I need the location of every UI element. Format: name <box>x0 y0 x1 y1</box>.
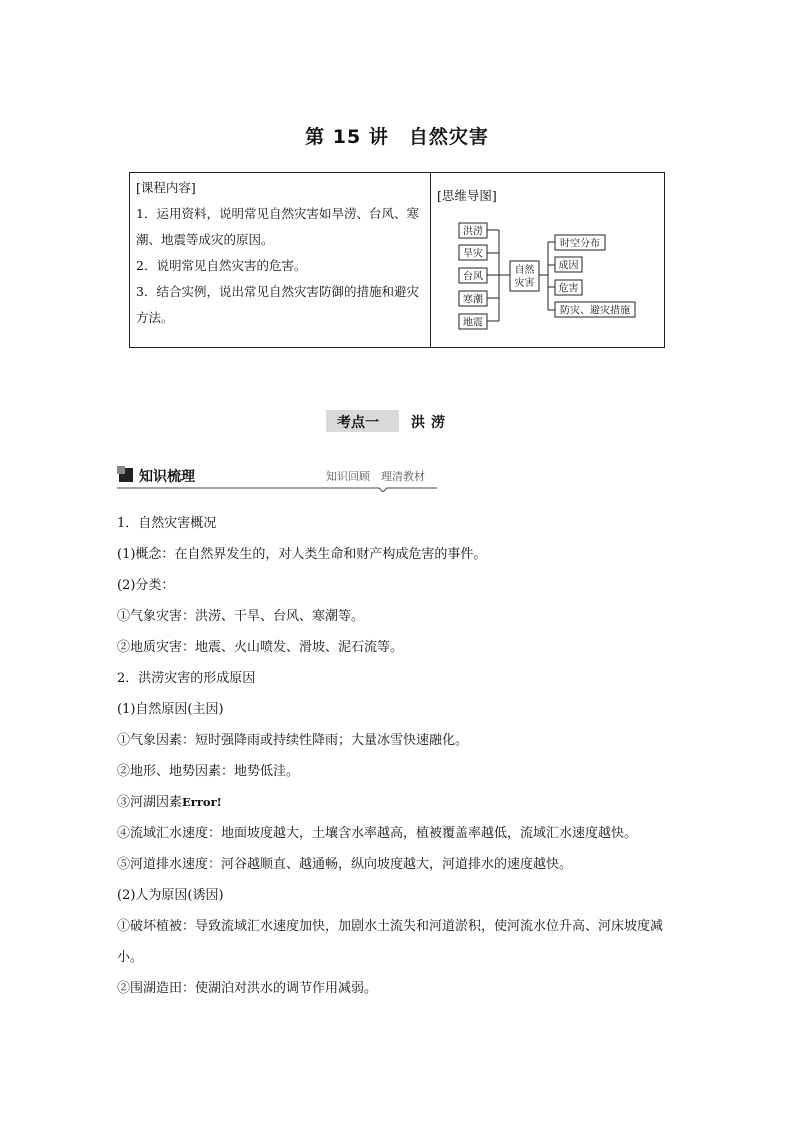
body-line: ①气象因素：短时强降雨或持续性降雨；大量冰雪快速融化。 <box>117 733 469 748</box>
course-item: 3．结合实例，说出常见自然灾害防御的措施和避灾方法。 <box>136 284 419 325</box>
section-underline <box>117 466 437 492</box>
section-header <box>117 466 437 492</box>
mindmap-text: 防灾、避灾措施 <box>560 305 630 317</box>
body-line-text: ③河湖因素 <box>117 795 183 810</box>
body-line: ①气象灾害：洪涝、干旱、台风、寒潮等。 <box>117 609 365 624</box>
mindmap-text: 自然 <box>514 265 535 276</box>
body-text <box>117 508 682 1004</box>
body-line: (1)概念：在自然界发生的，对人类生命和财产构成危害的事件。 <box>117 547 487 562</box>
mindmap-text: 洪涝 <box>463 226 483 238</box>
mindmap-text: 旱灾 <box>463 248 483 260</box>
mindmap-text: 台风 <box>463 271 483 283</box>
body-line: ②地形、地势因素：地势低洼。 <box>117 764 300 779</box>
body-line: 2．洪涝灾害的形成原因 <box>117 671 256 686</box>
body-line: ②围湖造田：使湖泊对洪水的调节作用减弱。 <box>117 981 378 996</box>
page-title: 第 15 讲 自然灾害 <box>305 126 489 148</box>
intro-table <box>129 172 665 348</box>
kaodian-header <box>326 410 458 432</box>
mindmap-text: 地震 <box>463 317 483 329</box>
body-line: (1)自然原因(主因) <box>117 702 224 717</box>
mindmap-text: 时空分布 <box>560 238 600 250</box>
mindmap-text: 危害 <box>558 283 579 295</box>
section-title: 知识梳理 <box>139 469 195 485</box>
body-line <box>117 787 682 818</box>
error-text: Error! <box>182 795 222 809</box>
kaodian-topic: 洪涝 <box>411 415 451 431</box>
body-line: (2)分类： <box>117 578 175 593</box>
kaodian-label: 考点一 <box>337 415 379 431</box>
mindmap-text: 成因 <box>558 260 579 272</box>
mindmap-label: [思维导图] <box>437 188 497 203</box>
course-item: 2．说明常见自然灾害的危害。 <box>136 258 307 273</box>
body-line: ⑤河道排水速度：河谷越顺直、越通畅，纵向坡度越大，河道排水的速度越快。 <box>117 857 573 872</box>
course-heading: [课程内容] <box>136 180 196 195</box>
body-line: ④流域汇水速度：地面坡度越大，土壤含水率越高，植被覆盖率越低，流域汇水速度越快。 <box>117 826 638 841</box>
course-item: 1．运用资料，说明常见自然灾害如旱涝、台风、寒潮、地震等成灾的原因。 <box>136 206 419 247</box>
body-line: 1．自然灾害概况 <box>117 516 217 531</box>
mindmap-text: 寒潮 <box>463 294 483 306</box>
body-line: (2)人为原因(诱因) <box>117 888 224 903</box>
mindmap-diagram <box>130 173 666 349</box>
section-subtitle: 知识回顾 理清教材 <box>326 470 425 483</box>
body-line: ②地质灾害：地震、火山喷发、滑坡、泥石流等。 <box>117 640 404 655</box>
body-line: ①破坏植被：导致流域汇水速度加快，加剧水土流失和河道淤积，使河流水位升高、河床坡度减小。 <box>117 919 664 965</box>
mindmap-text: 灾害 <box>514 278 535 289</box>
